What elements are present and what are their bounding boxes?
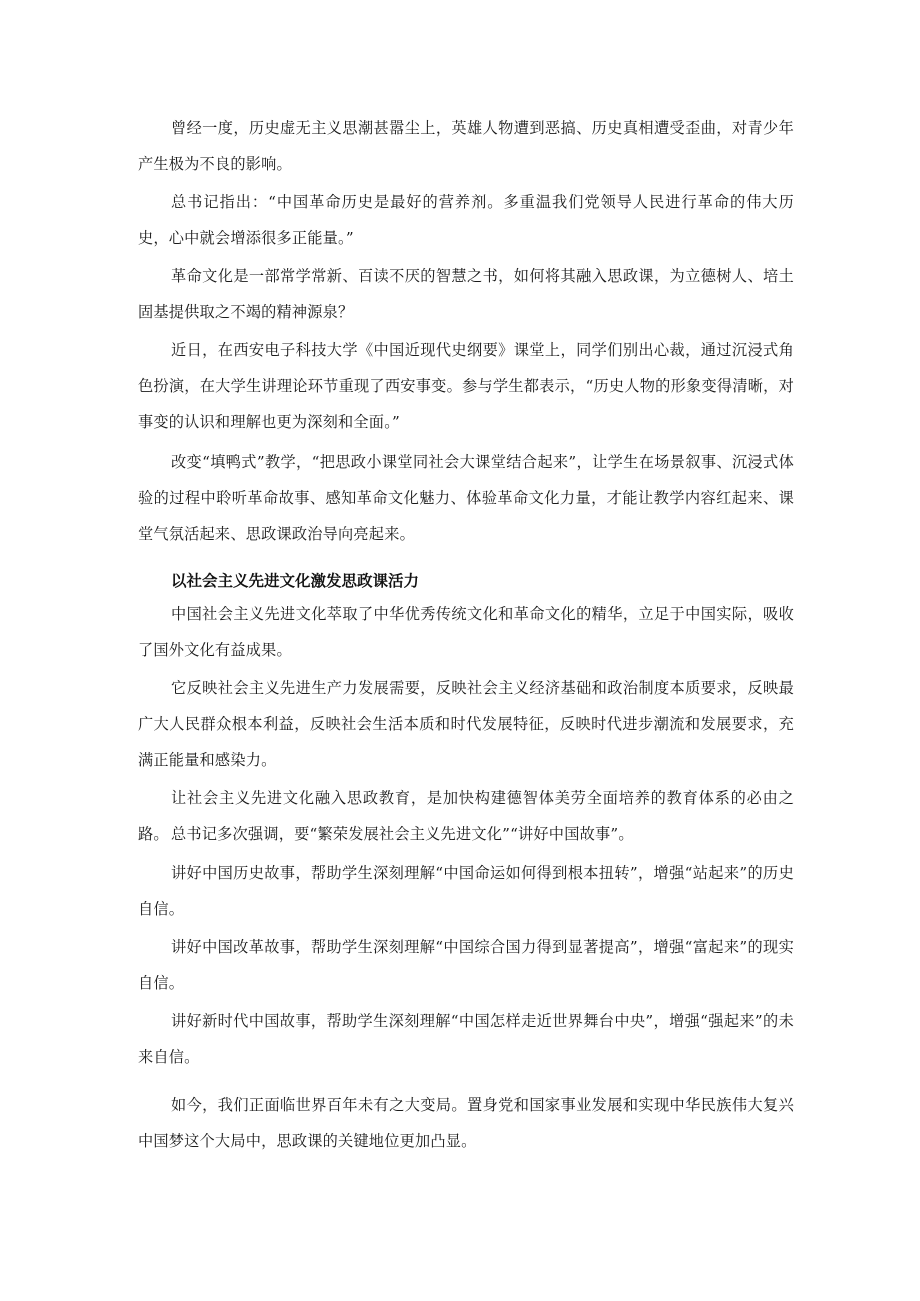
paragraph-closing: 如今，我们正面临世界百年未有之大变局。置身党和国家事业发展和实现中华民族伟大复兴中国梦这个大局中，思政课的关键地位更加凸显。 [138, 1096, 794, 1150]
paragraph-xidian-classroom: 近日，在西安电子科技大学《中国近现代史纲要》课堂上，同学们别出心裁，通过沉浸式角色扮演，在大学生讲理论环节重现了西安事变。参与学生都表示，“历史人物的形象变得清晰，对事变的认识和理解也更为深刻和全面。” [138, 341, 794, 431]
paragraph-reflects-needs: 它反映社会主义先进生产力发展需要，反映社会主义经济基础和政治制度本质要求，反映最广大人民群众根本利益，反映社会生活本质和时代发展特征，反映时代进步潮流和发展要求，充满正能量和感染力。 [138, 679, 794, 769]
paragraph-repeated-emphasis: 总书记多次强调，要“繁荣发展社会主义先进文化”“讲好中国故事”。 [171, 825, 634, 843]
paragraph-history-story: 讲好中国历史故事，帮助学生深刻理解“中国命运如何得到根本扭转”，增强“站起来”的历史自信。 [138, 864, 794, 918]
section-heading: 以社会主义先进文化激发思政课活力 [171, 572, 420, 590]
paragraph-advanced-culture: 中国社会主义先进文化萃取了中华优秀传统文化和革命文化的精华，立足于中国实际，吸收了国外文化有益成果。 [138, 605, 794, 659]
paragraph-new-era-story: 讲好新时代中国故事，帮助学生深刻理解“中国怎样走近世界舞台中央”，增强“强起来”的未来自信。 [138, 1012, 794, 1066]
paragraph-revolutionary-culture: 革命文化是一部常学常新、百读不厌的智慧之书，如何将其融入思政课，为立德树人、培土固基提供取之不竭的精神源泉？ [138, 267, 794, 321]
paragraph-reform-story: 讲好中国改革故事，帮助学生深刻理解“中国综合国力得到显著提高”，增强“富起来”的现实自信。 [138, 938, 794, 992]
paragraph-integrate-education: 让社会主义先进文化融入思政教育，是加快构建德智体美劳全面培养的教育体系的必由之路。 [138, 789, 794, 843]
paragraph-general-secretary-quote: 总书记指出：“中国革命历史是最好的营养剂。多重温我们党领导人民进行革命的伟大历史，心中就会增添很多正能量。” [138, 193, 794, 247]
paragraph-historical-nihilism: 曾经一度，历史虚无主义思潮甚嚣尘上，英雄人物遭到恶搞、历史真相遭受歪曲，对青少年产生极为不良的影响。 [138, 119, 794, 173]
paragraph-change-teaching: 改变“填鸭式”教学，“把思政小课堂同社会大课堂结合起来”，让学生在场景叙事、沉浸式体验的过程中聆听革命故事、感知革命文化魅力、体验革命文化力量，才能让教学内容红起来、课堂气氛活起来、思政课政治导向亮起来。 [138, 453, 794, 543]
